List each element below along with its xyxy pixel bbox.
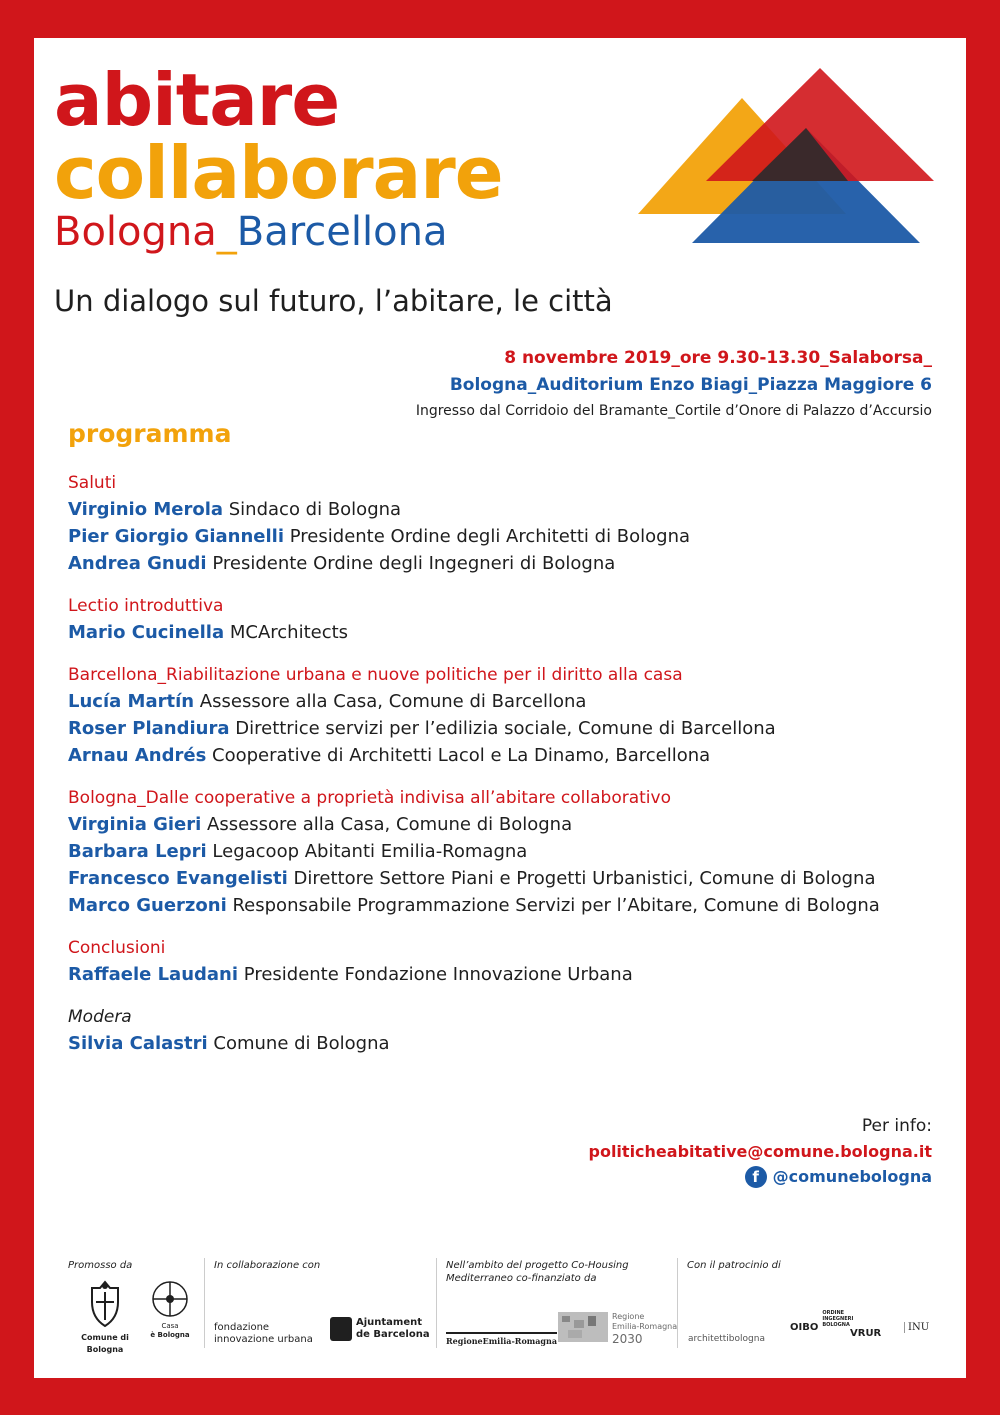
program-section: [68, 662, 948, 769]
title-collaborare: collaborare: [54, 131, 503, 215]
event-place: Bologna_Auditorium Enzo Biagi_Piazza Maggiore 6: [449, 375, 932, 395]
program-section: [68, 470, 948, 577]
footer-collaborazione-label: In collaborazione con: [214, 1260, 321, 1271]
speaker-role: Direttrice servizi per l’edilizia sociale, Comune di Barcellona: [235, 718, 776, 739]
footer-divider: [204, 1258, 205, 1348]
facebook-link[interactable]: [745, 1165, 932, 1189]
logo-oibo-mark: OIBO: [790, 1322, 819, 1333]
logo-er2030-line1: Regione: [612, 1312, 645, 1321]
speaker-role: Presidente Ordine degli Ingegneri di Bologna: [212, 553, 616, 574]
logo-oibo: [790, 1310, 853, 1346]
logo-vrur: VRUR: [850, 1328, 882, 1339]
program-section: [68, 785, 948, 919]
speaker-name: Lucía Martín: [68, 691, 195, 712]
logo-ajunt-line1: Ajuntament: [356, 1317, 423, 1328]
speaker-role: Cooperative di Architetti Lacol e La Dinamo, Barcellona: [212, 745, 711, 766]
speaker-name: Silvia Calastri: [68, 1033, 208, 1054]
logo-casa-bologna: [146, 1280, 194, 1340]
logo-casa-line1: Casa: [161, 1322, 179, 1330]
footer-ambito-line2: Mediterraneo co-finanziato da: [446, 1273, 597, 1284]
program-list: [68, 470, 948, 1073]
speaker-name: Roser Plandiura: [68, 718, 230, 739]
speaker-name: Virginia Gieri: [68, 814, 202, 835]
speaker-role: MCArchitects: [229, 622, 349, 643]
footer-patrocinio-label: Con il patrocinio di: [687, 1260, 781, 1271]
logo-casa-line2: è Bologna: [150, 1331, 190, 1339]
speaker-entry: [68, 1030, 948, 1057]
speaker-name: Pier Giorgio Giannelli: [68, 526, 285, 547]
speaker-role: Legacoop Abitanti Emilia-Romagna: [212, 841, 528, 862]
section-title: Barcellona_Riabilitazione urbana e nuove politiche per il diritto alla casa: [68, 665, 683, 685]
speaker-role: Presidente Ordine degli Architetti di Bologna: [289, 526, 691, 547]
logo-er2030: [558, 1312, 677, 1346]
speaker-name: Mario Cucinella: [68, 622, 225, 643]
logo-ajunt-line2: de Barcelona: [356, 1329, 430, 1340]
facebook-handle: @comunebologna: [772, 1167, 932, 1186]
logo-ajuntament: [330, 1317, 430, 1341]
programma-heading: programma: [68, 419, 232, 448]
speaker-name: Andrea Gnudi: [68, 553, 207, 574]
logo-comune-text: Comune di Bologna: [81, 1333, 129, 1354]
logo-architetti: architettibologna: [688, 1334, 765, 1344]
speaker-entry: [68, 961, 948, 988]
logo-inu: INU: [904, 1322, 929, 1333]
info-email-link[interactable]: politicheabitative@comune.bologna.it: [588, 1142, 932, 1161]
logo-comune-bologna: [68, 1280, 142, 1356]
ajuntament-shield-icon: [330, 1317, 352, 1341]
speaker-name: Francesco Evangelisti: [68, 868, 288, 889]
speaker-role: Responsabile Programmazione Servizi per l’Abitare, Comune di Bologna: [232, 895, 880, 916]
footer-divider: [436, 1258, 437, 1348]
logo-fondazione: [214, 1322, 313, 1346]
speaker-entry: [68, 865, 948, 892]
speaker-role: Direttore Settore Piani e Progetti Urbanistici, Comune di Bologna: [293, 868, 876, 889]
logo-regione-text: RegioneEmilia-Romagna: [446, 1336, 558, 1346]
logo-oibo-line3: BOLOGNA: [822, 1322, 850, 1328]
speaker-entry: [68, 523, 948, 550]
speaker-name: Virginio Merola: [68, 499, 224, 520]
speaker-name: Marco Guerzoni: [68, 895, 227, 916]
logo-oibo-line2: INGEGNERI: [822, 1316, 854, 1322]
subtitle: Un dialogo sul futuro, l’abitare, le città: [54, 284, 613, 318]
speaker-entry: [68, 892, 948, 919]
city-barcellona: Barcellona: [236, 209, 448, 255]
section-title: Bologna_Dalle cooperative a proprietà indivisa all’abitare collaborativo: [68, 788, 671, 808]
speaker-role: Sindaco di Bologna: [228, 499, 402, 520]
program-section: [68, 593, 948, 646]
section-title: Lectio introduttiva: [68, 596, 224, 616]
speaker-entry: [68, 811, 948, 838]
speaker-entry: [68, 688, 948, 715]
logo-regione: [446, 1332, 557, 1347]
casa-cross-icon: [151, 1280, 189, 1318]
title-abitare: abitare: [54, 58, 340, 142]
logo-fiu-line1: fondazione: [214, 1322, 270, 1333]
logo-oibo-line1: ORDINE: [822, 1310, 845, 1316]
speaker-role: Assessore alla Casa, Comune di Barcellona: [199, 691, 587, 712]
footer-promosso-label: Promosso da: [68, 1260, 133, 1271]
speaker-name: Barbara Lepri: [68, 841, 207, 862]
speaker-entry: [68, 619, 948, 646]
city-bologna: Bologna: [54, 209, 217, 255]
speaker-role: Presidente Fondazione Innovazione Urbana: [243, 964, 633, 985]
footer-ambito-label: [446, 1259, 629, 1285]
facebook-icon: f: [745, 1166, 767, 1188]
logo-er2030-year: 2030: [612, 1332, 643, 1346]
section-title: Saluti: [68, 473, 117, 493]
speaker-entry: [68, 742, 948, 769]
poster-sheet: [34, 38, 966, 1378]
speaker-entry: [68, 496, 948, 523]
speaker-role: Assessore alla Casa, Comune di Bologna: [207, 814, 573, 835]
city-separator: _: [216, 209, 237, 255]
er2030-mosaic-icon: [558, 1312, 608, 1342]
title-cities: [54, 208, 447, 256]
speaker-entry: [68, 715, 948, 742]
city-crest-icon: [88, 1280, 122, 1328]
speaker-name: Raffaele Laudani: [68, 964, 239, 985]
speaker-entry: [68, 838, 948, 865]
logo-er2030-line2: Emilia-Romagna: [612, 1322, 678, 1331]
program-section: [68, 1004, 948, 1057]
triangles-logo-icon: [634, 66, 944, 246]
event-entrance: Ingresso dal Corridoio del Bramante_Cortile d’Onore di Palazzo d’Accursio: [415, 403, 932, 419]
footer-ambito-line1: Nell’ambito del progetto Co-Housing: [446, 1260, 629, 1271]
section-title: Conclusioni: [68, 938, 166, 958]
section-title: Modera: [68, 1007, 132, 1027]
speaker-entry: [68, 550, 948, 577]
info-label: Per info:: [861, 1116, 932, 1136]
speaker-name: Arnau Andrés: [68, 745, 207, 766]
event-date: 8 novembre 2019_ore 9.30-13.30_Salaborsa_: [504, 348, 932, 368]
program-section: [68, 935, 948, 988]
logo-fiu-line2: innovazione urbana: [214, 1334, 313, 1345]
speaker-role: Comune di Bologna: [213, 1033, 390, 1054]
